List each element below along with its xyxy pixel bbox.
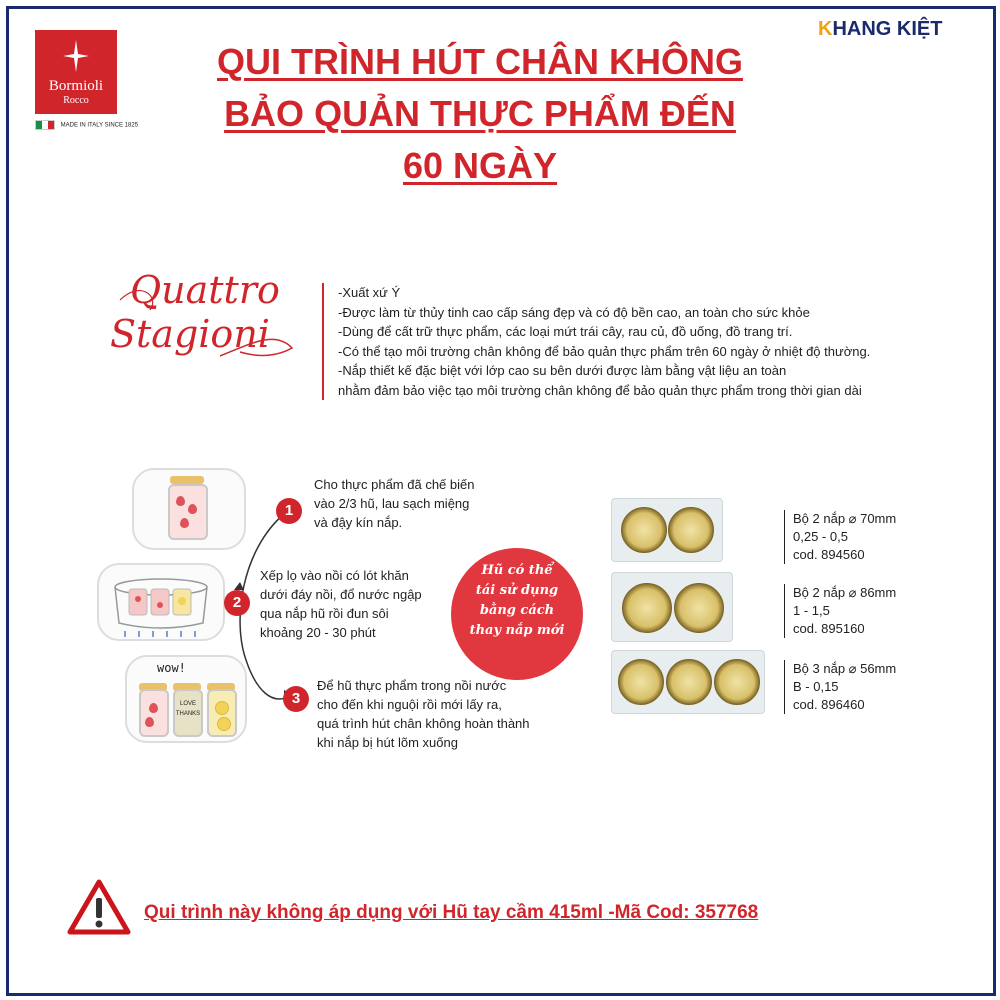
lid-icon [668,507,714,553]
step-1-text [314,475,474,532]
shop-logo-text: HANG KIỆT [832,18,943,40]
info-line: -Nắp thiết kế đặc biệt với lớp cao su bên dưới được làm bằng vật liệu an toàn [338,363,787,378]
lid-icon [622,583,672,633]
info-line: nhằm đảm bảo việc tạo môi trường chân không để bảo quản thực phẩm trong thời gian dài [338,382,862,398]
info-line: -Dùng để cất trữ thực phẩm, các loại mứt trái cây, rau củ, đồ uống, đồ trang trí. [338,324,793,339]
lid-pack-2 [611,572,733,642]
step-line: dưới đáy nồi, đổ nước ngập [260,587,422,602]
wow-label: wow! [157,661,186,675]
italy-flag-icon [35,120,55,130]
warning-icon [66,878,132,936]
strawberry-icon [180,518,189,528]
step-2-illustration [97,563,225,641]
step-line: qua nắp hũ rồi đun sôi [260,606,389,621]
bormioli-logo [35,30,117,114]
sparkle-icon [61,38,91,74]
strawberry-icon [149,703,158,713]
jar-label-thanks: THANKS [175,711,201,717]
shop-logo [818,18,942,41]
strawberry-icon [145,717,154,727]
info-line: -Được làm từ thủy tinh cao cấp sáng đẹp và có độ bền cao, an toàn cho sức khỏe [338,304,810,320]
spec-line: cod. 896460 [793,697,865,712]
spec-line: 1 - 1,5 [793,603,830,618]
jar-label-love: LOVE [179,701,196,707]
flourish-icon [100,260,300,380]
lid-pack-1 [611,498,723,562]
step-3-number: 3 [283,686,309,712]
step-3-illustration [125,655,247,743]
step-line: Cho thực phẩm đã chế biến [314,477,475,492]
step-3-text [317,676,530,752]
bubble-line: Hũ có thể [481,563,553,578]
spec-line: cod. 895160 [793,621,865,636]
bubble-line: thay nắp mới [469,623,565,638]
spec-line: Bộ 2 nắp ⌀ 70mm [793,511,897,526]
bubble-line: bằng cách [479,603,555,618]
title-line-1: QUI TRÌNH HÚT CHÂN KHÔNG [217,41,743,82]
step-2-text [260,566,422,642]
info-line: -Xuất xứ Ý [338,285,401,300]
step-1-illustration [132,468,246,550]
spec-line: 0,25 - 0,5 [793,529,848,544]
lemon-icon [217,717,231,731]
step-line: Để hũ thực phẩm trong nồi nước [317,678,507,693]
step-1-number: 1 [276,498,302,524]
product-logo-line-2: Stagioni [110,312,270,356]
jar [173,689,203,737]
product-script-logo [100,260,300,380]
jar [139,689,169,737]
step-line: khoảng 20 - 30 phút [260,625,376,640]
strawberry-icon [176,496,185,506]
title-line-2: BẢO QUẢN THỰC PHẨM ĐẾN [224,93,736,134]
spec-line: Bộ 3 nắp ⌀ 56mm [793,661,897,676]
step-line: vào 2/3 hũ, lau sạch miệng [314,496,470,511]
step-line: khi nắp bị hút lõm xuống [317,735,458,750]
lid-icon [714,659,760,705]
product-info [322,283,870,400]
lid-icon [618,659,664,705]
step-line: và đậy kín nắp. [314,515,403,530]
lid-spec-1 [784,510,896,564]
shop-logo-k: K [818,18,833,40]
lid-pack-3 [611,650,765,714]
warning-text: Qui trình này không áp dụng với Hũ tay cầm 415ml -Mã Cod: 357768 [144,902,759,923]
title-line-3: 60 NGÀY [402,145,558,186]
spec-line: B - 0,15 [793,679,839,694]
pot-icon [99,565,223,639]
jar-lid [170,476,204,484]
jar [168,484,208,540]
bubble-line: tái sử dụng [475,583,559,598]
lemon-icon [215,701,229,715]
strawberry-icon [188,504,197,514]
brand-sub: Rocco [63,95,89,106]
lid-icon [666,659,712,705]
lid-spec-3 [784,660,896,714]
step-2-number: 2 [224,590,250,616]
spec-line: Bộ 2 nắp ⌀ 86mm [793,585,897,600]
product-logo-line-1: Quattro [130,268,280,312]
lid-icon [621,507,667,553]
made-in-text: MADE IN ITALY SINCE 1825 [60,122,139,129]
spec-line: cod. 894560 [793,547,865,562]
lid-spec-2 [784,584,896,638]
brand-name: Bormioli [48,78,104,94]
step-line: cho đến khi nguội rồi mới lấy ra, [317,697,502,712]
made-in-italy [35,120,138,130]
reuse-bubble [451,548,583,680]
page-title [150,36,810,192]
step-line: quá trình hút chân không hoàn thành [317,716,530,731]
step-line: Xếp lọ vào nồi có lót khăn [260,568,409,583]
lid-icon [674,583,724,633]
info-line: -Có thể tạo môi trường chân không để bảo quản thực phẩm trên 60 ngày ở nhiệt độ thường. [338,343,871,359]
